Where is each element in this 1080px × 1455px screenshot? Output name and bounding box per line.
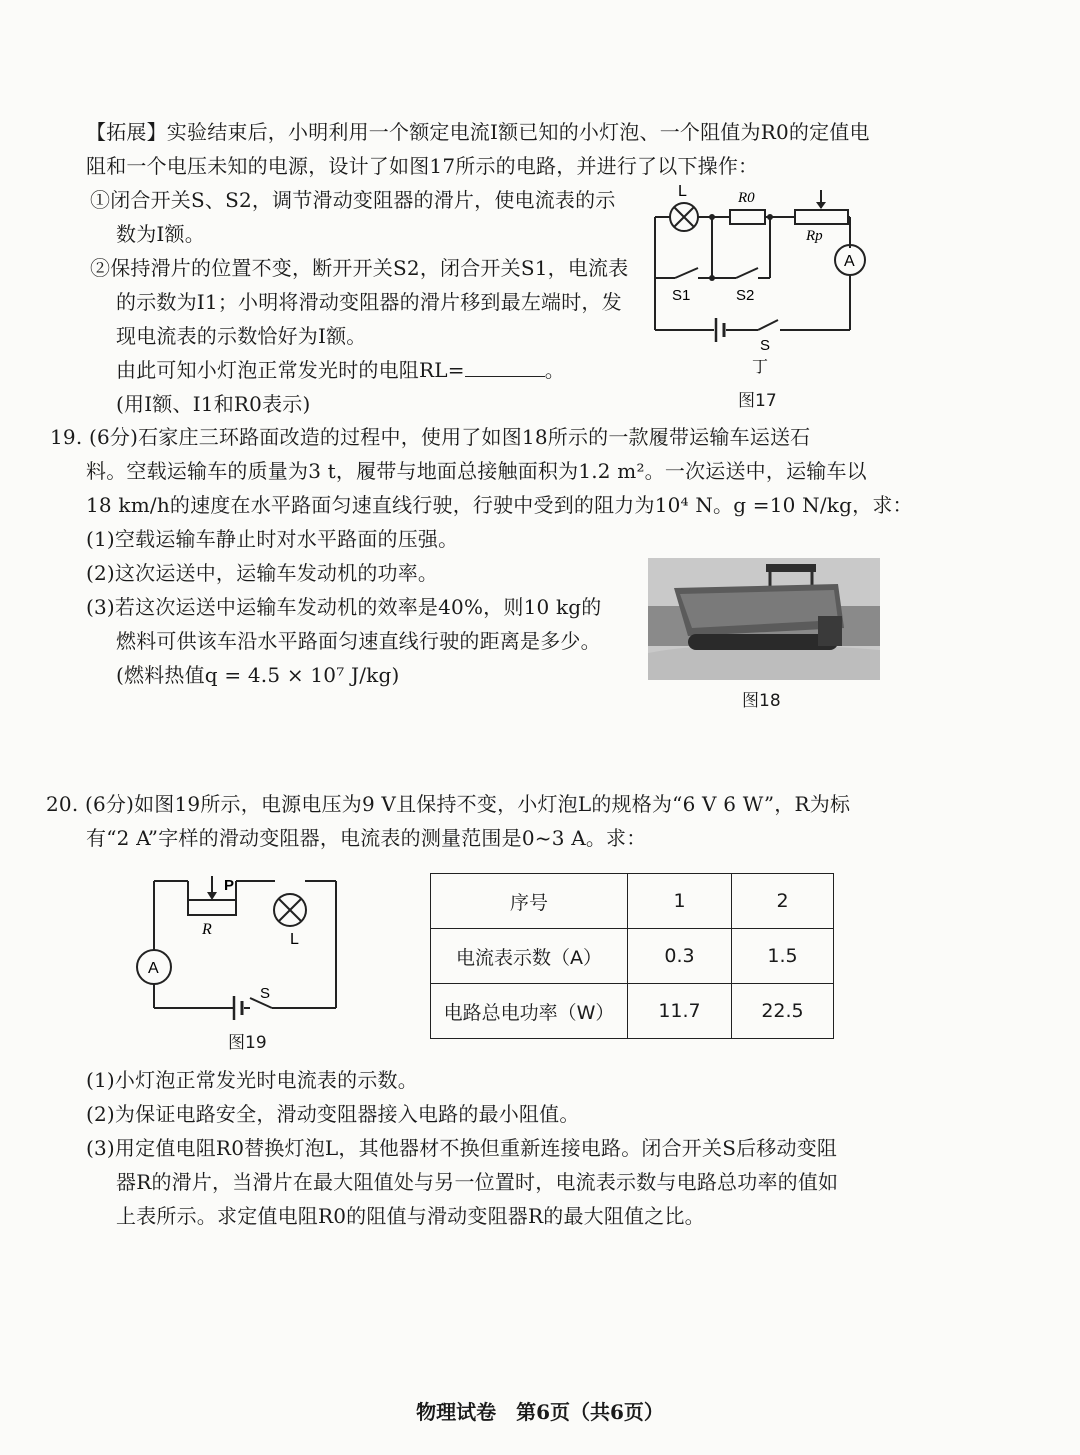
q20-line-2: 有“2 A”字样的滑动变阻器，电流表的测量范围是0~3 A。求：	[86, 826, 647, 850]
table-row	[431, 984, 834, 1039]
result-line	[116, 356, 565, 384]
label-s: S	[260, 985, 271, 1002]
data-table	[430, 873, 834, 1039]
step-1-line-a: ①闭合开关S、S2，调节滑动变阻器的滑片，使电流表的示	[90, 188, 616, 212]
q20-sub-3-a: (3)用定值电阻R0替换灯泡L，其他器材不换但重新连接电路。闭合开关S后移动变阻	[86, 1136, 838, 1160]
q19-sub-3-c: (燃料热值q = 4.5 × 10⁷ J/kg)	[116, 663, 400, 687]
result-text: 由此可知小灯泡正常发光时的电阻RL=	[116, 358, 465, 382]
figure-17-circuit	[640, 180, 880, 395]
extension-line-1: 【拓展】实验结束后，小明利用一个额定电流I额已知的小灯泡、一个阻值为R0的定值电	[86, 120, 870, 144]
table-cell: 电流表示数（A）	[431, 929, 628, 984]
label-s: S	[760, 337, 771, 354]
table-cell: 11.7	[628, 984, 732, 1039]
q20-sub-3-b: 器R的滑片，当滑片在最大阻值处与另一位置时，电流表示数与电路总功率的值如	[116, 1170, 839, 1194]
result-end: 。	[544, 358, 565, 382]
q19-sub-2: (2)这次运送中，运输车发动机的功率。	[86, 561, 439, 585]
step-2-line-b: 的示数为I1；小明将滑动变阻器的滑片移到最左端时，发	[116, 290, 622, 314]
table-cell: 电路总电功率（W）	[431, 984, 628, 1039]
hint-line: (用I额、I1和R0表示)	[116, 392, 311, 416]
table-cell: 1.5	[732, 929, 834, 984]
label-r: R	[202, 921, 212, 938]
label-ammeter: A	[844, 253, 855, 270]
label-r0: R0	[738, 190, 755, 206]
q19-line-1: 19. (6分)石家庄三环路面改造的过程中，使用了如图18所示的一款履带运输车运送石	[50, 425, 811, 449]
q20-sub-1: (1)小灯泡正常发光时电流表的示数。	[86, 1068, 418, 1092]
q20-sub-2: (2)为保证电路安全，滑动变阻器接入电路的最小阻值。	[86, 1102, 580, 1126]
q19-sub-1: (1)空载运输车静止时对水平路面的压强。	[86, 527, 459, 551]
figure-19-caption: 图19	[228, 1033, 267, 1053]
figure-19-circuit	[130, 870, 350, 1020]
table-cell: 22.5	[732, 984, 834, 1039]
q19-line-3: 18 km/h的速度在水平路面匀速直线行驶，行驶中受到的阻力为10⁴ N。g =10 N/kg，求：	[86, 493, 913, 517]
label-lamp: L	[678, 183, 687, 200]
step-1-line-b: 数为I额。	[116, 222, 205, 246]
q20-sub-3-c: 上表所示。求定值电阻R0的阻值与滑动变阻器R的最大阻值之比。	[116, 1204, 705, 1228]
page-footer: 物理试卷 第6页（共6页）	[416, 1400, 664, 1424]
q19-sub-3-b: 燃料可供该车沿水平路面匀速直线行驶的距离是多少。	[116, 629, 601, 653]
label-sub-ding: 丁	[752, 357, 769, 376]
q19-sub-3-a: (3)若这次运送中运输车发动机的效率是40%，则10 kg的	[86, 595, 602, 619]
label-p: P	[224, 877, 235, 894]
label-s2: S2	[736, 287, 755, 304]
step-2-line-c: 现电流表的示数恰好为I额。	[116, 324, 367, 348]
table-header-row	[431, 874, 834, 929]
table-row	[431, 929, 834, 984]
answer-blank	[465, 356, 545, 377]
label-lamp: L	[290, 931, 299, 948]
label-rp: Rp	[806, 228, 823, 244]
step-2-line-a: ②保持滑片的位置不变，断开开关S2，闭合开关S1，电流表	[90, 256, 629, 280]
table-header-cell: 2	[732, 874, 834, 929]
table-cell: 0.3	[628, 929, 732, 984]
figure-18-truck-photo	[648, 558, 880, 680]
q20-line-1: 20. (6分)如图19所示，电源电压为9 V且保持不变，小灯泡L的规格为“6 V 6 W”，R为标	[46, 792, 851, 816]
table-header-cell: 序号	[431, 874, 628, 929]
label-s1: S1	[672, 287, 691, 304]
figure-18-caption: 图18	[742, 691, 781, 711]
extension-line-2: 阻和一个电压未知的电源，设计了如图17所示的电路，并进行了以下操作：	[86, 154, 759, 178]
label-ammeter: A	[148, 960, 159, 977]
figure-17-caption: 图17	[738, 391, 777, 411]
q19-line-2: 料。空载运输车的质量为3 t，履带与地面总接触面积为1.2 m²。一次运送中，运输车以	[86, 459, 867, 483]
table-header-cell: 1	[628, 874, 732, 929]
